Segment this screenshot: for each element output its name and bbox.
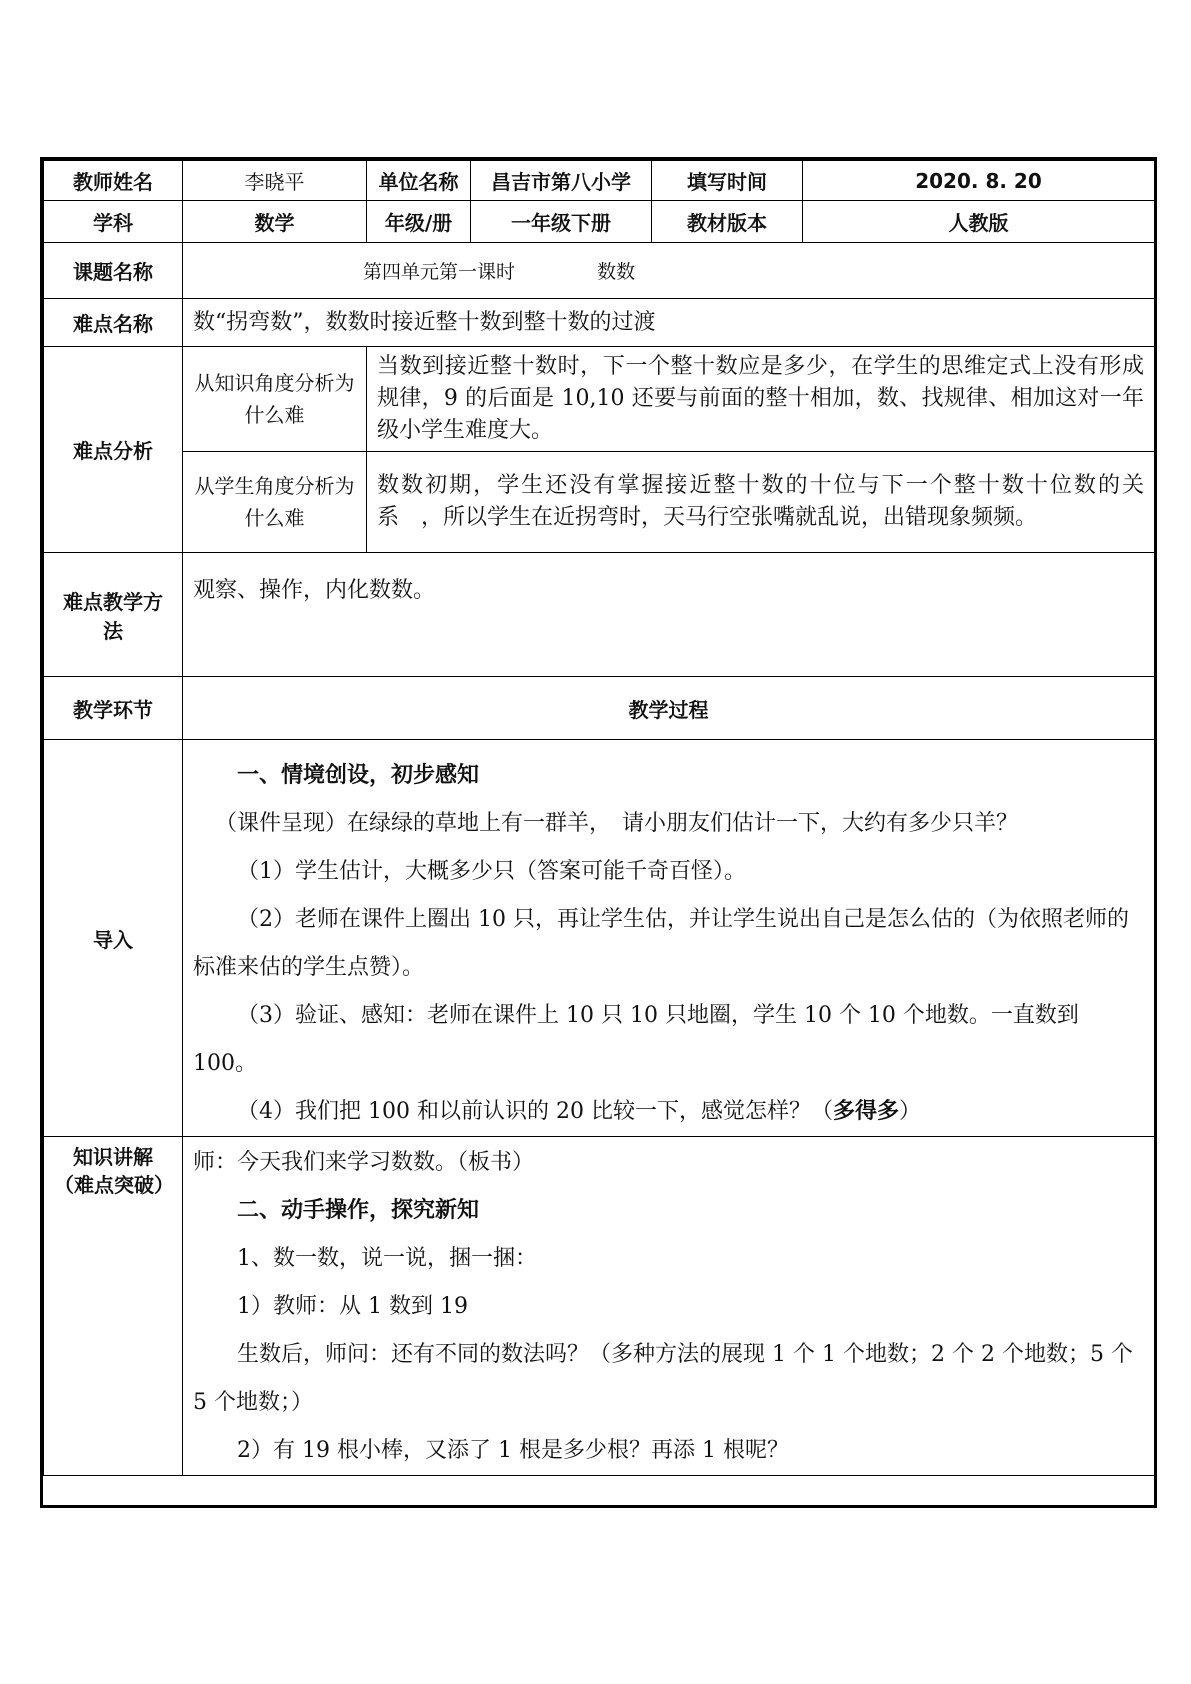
knowledge-line: 生数后，师问：还有不同的数法吗？（多种方法的展现 1 个 1 个地数；2 个 2 个地数；5 个 5 个地数；）	[193, 1342, 1133, 1415]
knowledge-heading: 二、动手操作，探究新知	[237, 1198, 480, 1223]
knowledge-angle-text: 当数到接近整十数时，下一个整十数应是多少，在学生的思维定式上没有形成规律，9 的后面是 10,10 还要与前面的整十相加，数、找规律、相加这对一年级小学生难度大。	[367, 347, 1155, 452]
process-header-row	[44, 677, 1155, 740]
unit-name-label: 单位名称	[367, 161, 471, 201]
intro-last-bold: 多得多	[832, 1099, 899, 1124]
knowledge-first-line: 师：今天我们来学习数数。（板书）	[193, 1150, 535, 1175]
knowledge-line: 1、数一数，说一说，捆一捆：	[237, 1246, 537, 1271]
header-row-2	[44, 201, 1155, 243]
intro-line: （3）验证、感知：老师在课件上 10 只 10 只地圈，学生 10 个 10 个地数。一直数到 100。	[193, 1003, 1079, 1076]
intro-last-suffix: ）	[898, 1099, 921, 1124]
intro-label: 导入	[44, 740, 183, 1137]
student-angle-text: 数数初期，学生还没有掌握接近整十数的十位与下一个整十数十位数的关系 ，所以学生在近拐弯时，天马行空张嘴就乱说，出错现象频频。	[367, 452, 1155, 553]
method-row	[44, 553, 1155, 677]
lesson-plan-table	[40, 157, 1157, 1508]
stage-label: 教学环节	[44, 677, 183, 740]
intro-last-prefix: （4）我们把 100 和以前认识的 20 比较一下，感觉怎样？（	[237, 1099, 833, 1124]
intro-row	[44, 740, 1155, 1137]
intro-line: （课件呈现）在绿绿的草地上有一群羊， 请小朋友们估计一下，大约有多少只羊？	[215, 811, 1019, 836]
analysis-student-row	[44, 452, 1155, 553]
knowledge-line: 2）有 19 根小棒，又添了 1 根是多少根？再添 1 根呢？	[237, 1438, 789, 1463]
knowledge-row	[44, 1137, 1155, 1476]
intro-line-last	[193, 1088, 1144, 1136]
student-angle-label: 从学生角度分析为什么难	[183, 452, 367, 553]
analysis-knowledge-row	[44, 347, 1155, 452]
intro-line: （2）老师在课件上圈出 10 只，再让学生估，并让学生说出自己是怎么估的（为依照老师的标准来估的学生点赞）。	[193, 907, 1129, 980]
fill-date-label: 填写时间	[652, 161, 803, 201]
edition-label: 教材版本	[652, 201, 803, 243]
teacher-name-label: 教师姓名	[44, 161, 183, 201]
topic-lesson: 第四单元第一课时	[363, 261, 516, 283]
intro-line: （1）学生估计，大概多少只（答案可能千奇百怪）。	[237, 859, 746, 884]
knowledge-line: 1）教师：从 1 数到 19	[237, 1294, 468, 1319]
topic-value	[183, 243, 1155, 299]
teacher-name-value: 李晓平	[183, 161, 367, 201]
process-label: 教学过程	[183, 677, 1155, 740]
edition-value: 人教版	[803, 201, 1155, 243]
knowledge-angle-label: 从知识角度分析为什么难	[183, 347, 367, 452]
subject-value: 数学	[183, 201, 367, 243]
knowledge-label-line1: 知识讲解	[73, 1145, 153, 1169]
knowledge-content	[183, 1137, 1155, 1476]
intro-heading: 一、情境创设，初步感知	[237, 763, 480, 788]
grade-value: 一年级下册	[471, 201, 652, 243]
intro-content	[183, 740, 1155, 1137]
difficulty-label: 难点名称	[44, 299, 183, 347]
header-row-1	[44, 161, 1155, 201]
subject-label: 学科	[44, 201, 183, 243]
method-label: 难点教学方法	[44, 553, 183, 677]
difficulty-value: 数“拐弯数”，数数时接近整十数到整十数的过渡	[183, 299, 1155, 347]
knowledge-label	[44, 1137, 183, 1476]
fill-date-value: 2020. 8. 20	[803, 161, 1155, 201]
topic-row	[44, 243, 1155, 299]
method-value: 观察、操作，内化数数。	[183, 553, 1155, 677]
topic-title: 数数	[597, 261, 636, 283]
topic-label: 课题名称	[44, 243, 183, 299]
difficulty-row	[44, 299, 1155, 347]
knowledge-label-line2: （难点突破）	[54, 1173, 174, 1197]
grade-label: 年级/册	[367, 201, 471, 243]
analysis-label: 难点分析	[44, 347, 183, 553]
unit-name-value: 昌吉市第八小学	[471, 161, 652, 201]
